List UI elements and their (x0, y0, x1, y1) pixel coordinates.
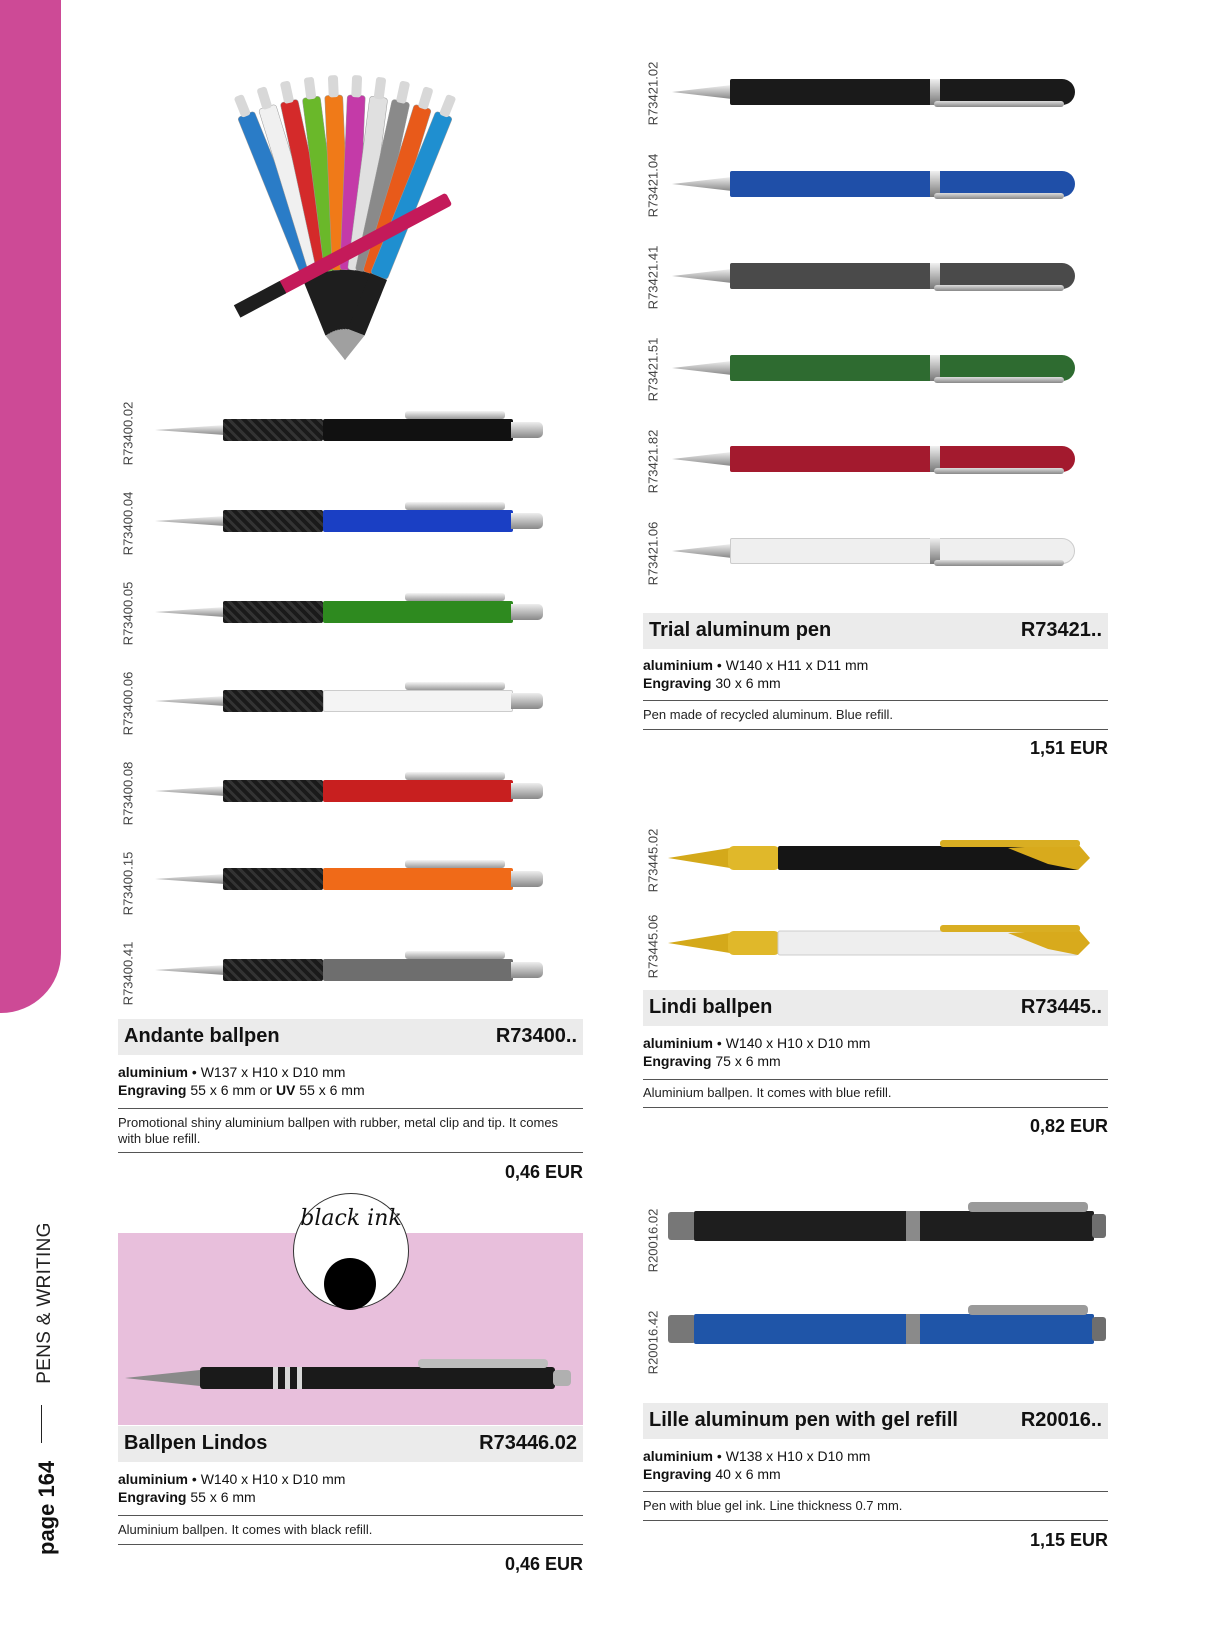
lille-code-1: R20016.02 (645, 1208, 661, 1273)
lindi-ref: R73445.. (1020, 996, 1102, 1018)
lille-code-2: R20016.42 (645, 1310, 661, 1375)
lille-ref: R20016.. (1020, 1409, 1102, 1431)
lindos-header (118, 1426, 583, 1462)
lindi-engraving-label: Engraving (643, 1053, 712, 1069)
lille-specs (643, 1447, 1113, 1483)
andante-dims: • W137 x H10 x D10 mm (188, 1064, 346, 1080)
lindos-price: 0,46 EUR (504, 1554, 583, 1574)
andante-uv-label: UV (275, 1082, 296, 1098)
andante-description: Promotional shiny aluminium ballpen with rubber, metal clip and tip. It comes with blue refill. (118, 1115, 559, 1146)
trial-ref: R73421.. (1020, 619, 1102, 641)
trial-code-2: R73421.04 (645, 153, 661, 218)
lindos-engraving-label: Engraving (118, 1489, 187, 1505)
lindi-code-2: R73445.06 (645, 914, 661, 979)
lindi-description: Aluminium ballpen. It comes with blue refill. (643, 1085, 892, 1100)
lille-title: Lille aluminum pen with gel refill (649, 1409, 958, 1431)
andante-code-5: R73400.08 (120, 761, 136, 826)
lindi-header (643, 990, 1108, 1026)
lindi-material: aluminium (643, 1035, 714, 1051)
andante-code-6: R73400.15 (120, 851, 136, 916)
lindos-rule-1 (118, 1515, 583, 1516)
lindi-code-1: R73445.02 (645, 828, 661, 893)
lindi-specs (643, 1034, 1113, 1070)
lille-price: 1,15 EUR (1029, 1530, 1108, 1550)
lindos-ref: R73446.02 (479, 1432, 577, 1454)
trial-engraving: 30 x 6 mm (711, 675, 781, 691)
andante-header (118, 1019, 583, 1055)
lille-material: aluminium (643, 1448, 714, 1464)
andante-code-4: R73400.06 (120, 671, 136, 736)
lille-pen-image (668, 1200, 1108, 1245)
lindi-pen-image (668, 923, 1093, 963)
trial-rule-1 (643, 700, 1108, 701)
trial-description: Pen made of recycled aluminum. Blue refill. (643, 707, 894, 722)
andante-title: Andante ballpen (124, 1025, 280, 1047)
trial-code-6: R73421.06 (645, 521, 661, 586)
andante-rule-1 (118, 1108, 583, 1109)
lindos-specs (118, 1470, 588, 1506)
trial-engraving-label: Engraving (643, 675, 712, 691)
lindos-title: Ballpen Lindos (124, 1432, 268, 1454)
lindi-engraving: 75 x 6 mm (711, 1053, 781, 1069)
andante-specs (118, 1063, 588, 1099)
lindi-dims: • W140 x H10 x D10 mm (713, 1035, 871, 1051)
andante-code-1: R73400.02 (120, 401, 136, 466)
lindi-rule-1 (643, 1079, 1108, 1080)
lindos-description: Aluminium ballpen. It comes with black refill. (118, 1522, 373, 1537)
trial-material: aluminium (643, 657, 714, 673)
lindi-pen-image (668, 838, 1093, 878)
trial-rule-2 (643, 729, 1108, 730)
lindos-rule-2 (118, 1544, 583, 1545)
andante-code-2: R73400.04 (120, 491, 136, 556)
trial-specs (643, 656, 1113, 692)
andante-code-3: R73400.05 (120, 581, 136, 646)
badge-label: black ink (300, 1206, 402, 1231)
section-divider (41, 1405, 42, 1443)
lindos-material: aluminium (118, 1471, 189, 1487)
lille-description: Pen with blue gel ink. Line thickness 0.7 mm. (643, 1498, 903, 1513)
sidebar-accent (0, 0, 61, 1013)
lindi-title: Lindi ballpen (649, 996, 773, 1018)
andante-material: aluminium (118, 1064, 189, 1080)
lindos-dims: • W140 x H10 x D10 mm (188, 1471, 346, 1487)
black-ink-badge (293, 1193, 409, 1309)
trial-code-5: R73421.82 (645, 429, 661, 494)
andante-uv: 55 x 6 mm (295, 1082, 365, 1098)
lille-rule-2 (643, 1520, 1108, 1521)
lindi-rule-2 (643, 1107, 1108, 1108)
black-ink-dot (324, 1258, 376, 1310)
trial-title: Trial aluminum pen (649, 619, 832, 641)
section-label: PENS & WRITING (34, 1222, 55, 1384)
lille-engraving-label: Engraving (643, 1466, 712, 1482)
andante-engraving: 55 x 6 mm or (186, 1082, 276, 1098)
andante-engraving-label: Engraving (118, 1082, 187, 1098)
lille-header (643, 1403, 1108, 1439)
andante-price: 0,46 EUR (504, 1162, 583, 1182)
lindi-price: 0,82 EUR (1029, 1116, 1108, 1136)
andante-ref: R73400.. (495, 1025, 577, 1047)
andante-rule-2 (118, 1152, 583, 1153)
trial-code-1: R73421.02 (645, 61, 661, 126)
andante-fan-image (185, 60, 505, 380)
lille-pen-image (668, 1303, 1108, 1348)
trial-price: 1,51 EUR (1029, 738, 1108, 758)
andante-code-7: R73400.41 (120, 941, 136, 1006)
lille-engraving: 40 x 6 mm (711, 1466, 781, 1482)
page-number: page 164 (34, 1460, 59, 1555)
lille-rule-1 (643, 1491, 1108, 1492)
lindos-engraving: 55 x 6 mm (186, 1489, 256, 1505)
trial-code-4: R73421.51 (645, 337, 661, 402)
lille-dims: • W138 x H10 x D10 mm (713, 1448, 871, 1464)
trial-header (643, 613, 1108, 649)
trial-dims: • W140 x H11 x D11 mm (713, 657, 869, 673)
lindos-pen-image (125, 1350, 575, 1400)
trial-code-3: R73421.41 (645, 245, 661, 310)
